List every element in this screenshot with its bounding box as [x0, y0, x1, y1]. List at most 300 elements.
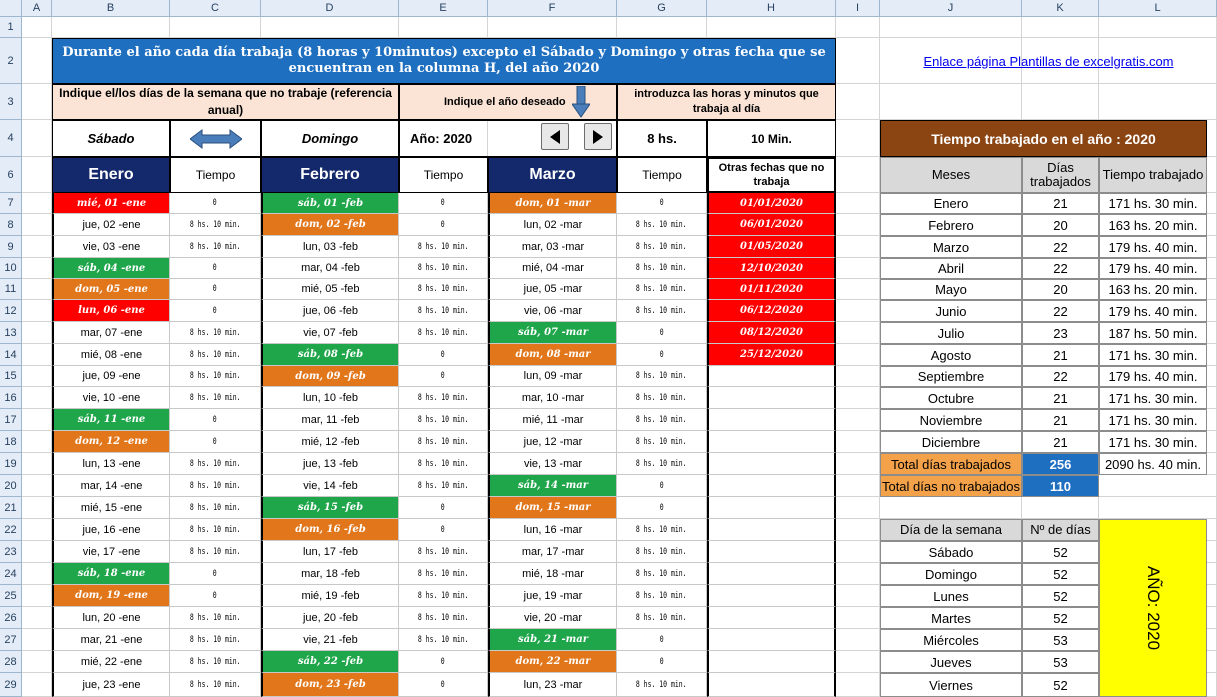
row-header-22[interactable]: 22 [0, 519, 22, 541]
time-cell-marzo[interactable] [617, 453, 707, 475]
cell[interactable] [22, 607, 52, 629]
time-value: 0 [659, 327, 664, 338]
row-header-17[interactable]: 17 [0, 409, 22, 431]
date-cell-enero[interactable]: vie, 03 -ene [52, 236, 170, 258]
time-cell-marzo[interactable] [617, 214, 707, 236]
date-cell-febrero[interactable]: mar, 11 -feb [261, 409, 399, 431]
row-header-8[interactable]: 8 [0, 214, 22, 236]
time-cell-enero[interactable] [170, 344, 261, 366]
cell[interactable] [22, 387, 52, 409]
time-cell-enero[interactable] [170, 519, 261, 541]
time-cell-enero[interactable] [170, 651, 261, 673]
date-cell-marzo[interactable]: mié, 04 -mar [488, 258, 617, 279]
cell[interactable] [22, 84, 52, 120]
otras-fecha-cell[interactable]: 06/01/2020 [707, 214, 836, 236]
date-cell-enero[interactable]: mié, 15 -ene [52, 497, 170, 519]
cell[interactable] [22, 651, 52, 673]
cell[interactable] [836, 84, 880, 120]
cell[interactable] [880, 497, 1022, 519]
date-cell-marzo[interactable]: dom, 01 -mar [488, 193, 617, 214]
cell[interactable] [836, 563, 880, 585]
column-header-h[interactable]: H [707, 0, 836, 17]
otras-fecha-cell[interactable]: 01/11/2020 [707, 279, 836, 300]
cell[interactable] [22, 453, 52, 475]
cell[interactable] [22, 344, 52, 366]
otras-fecha-cell[interactable] [707, 651, 836, 673]
date-cell-febrero[interactable]: dom, 02 -feb [261, 214, 399, 236]
row-header-4[interactable]: 4 [0, 120, 22, 157]
time-cell-marzo[interactable] [617, 409, 707, 431]
cell[interactable] [707, 17, 836, 38]
date-cell-marzo[interactable]: mar, 10 -mar [488, 387, 617, 409]
date-cell-marzo[interactable]: jue, 05 -mar [488, 279, 617, 300]
column-header-f[interactable]: F [488, 0, 617, 17]
time-cell-febrero[interactable] [399, 475, 488, 497]
cell[interactable] [836, 519, 880, 541]
cell[interactable] [836, 541, 880, 563]
row-header-24[interactable]: 24 [0, 563, 22, 585]
time-cell-enero[interactable] [170, 673, 261, 697]
cell[interactable] [22, 563, 52, 585]
time-cell-febrero[interactable] [399, 387, 488, 409]
cell[interactable] [22, 17, 52, 38]
cell[interactable] [836, 651, 880, 673]
cell[interactable] [22, 431, 52, 453]
date-cell-enero[interactable]: jue, 02 -ene [52, 214, 170, 236]
cell[interactable] [836, 673, 880, 697]
cell[interactable] [22, 519, 52, 541]
excelgratis-link[interactable]: Enlace página Plantillas de excelgratis.com [923, 53, 1174, 69]
time-cell-enero[interactable] [170, 279, 261, 300]
time-cell-marzo[interactable] [617, 258, 707, 279]
row-header-21[interactable]: 21 [0, 497, 22, 519]
cell[interactable] [880, 84, 1022, 120]
column-header-b[interactable]: B [52, 0, 170, 17]
otras-fecha-cell[interactable]: 12/10/2020 [707, 258, 836, 279]
row-header-28[interactable]: 28 [0, 651, 22, 673]
cell[interactable] [836, 366, 880, 387]
time-cell-febrero[interactable] [399, 541, 488, 563]
date-cell-marzo[interactable]: lun, 23 -mar [488, 673, 617, 697]
time-cell-enero[interactable] [170, 607, 261, 629]
column-header-e[interactable]: E [399, 0, 488, 17]
row-header-19[interactable]: 19 [0, 453, 22, 475]
time-cell-marzo[interactable] [617, 673, 707, 697]
time-cell-febrero[interactable] [399, 607, 488, 629]
otras-fecha-cell[interactable]: 08/12/2020 [707, 322, 836, 344]
date-cell-febrero[interactable]: sáb, 15 -feb [261, 497, 399, 519]
time-cell-marzo[interactable] [617, 322, 707, 344]
summary-days: 20 [1022, 214, 1099, 236]
date-cell-febrero[interactable]: sáb, 08 -feb [261, 344, 399, 366]
time-cell-enero[interactable] [170, 563, 261, 585]
otras-fecha-cell[interactable] [707, 629, 836, 651]
date-cell-marzo[interactable]: jue, 12 -mar [488, 431, 617, 453]
time-value: 8 hs. 10 min. [636, 241, 687, 252]
column-header-c[interactable]: C [170, 0, 261, 17]
time-cell-marzo[interactable] [617, 300, 707, 322]
date-cell-marzo[interactable]: vie, 20 -mar [488, 607, 617, 629]
date-cell-enero[interactable]: dom, 19 -ene [52, 585, 170, 607]
otras-fecha-cell[interactable]: 25/12/2020 [707, 344, 836, 366]
time-cell-enero[interactable] [170, 258, 261, 279]
cell[interactable] [22, 497, 52, 519]
cell[interactable] [836, 279, 880, 300]
time-cell-marzo[interactable] [617, 519, 707, 541]
date-cell-febrero[interactable]: sáb, 22 -feb [261, 651, 399, 673]
date-cell-febrero[interactable]: lun, 03 -feb [261, 236, 399, 258]
date-cell-marzo[interactable]: jue, 19 -mar [488, 585, 617, 607]
summary-time: 163 hs. 20 min. [1099, 279, 1207, 300]
date-cell-febrero[interactable]: vie, 21 -feb [261, 629, 399, 651]
cell[interactable] [399, 17, 488, 38]
cell[interactable] [22, 366, 52, 387]
row-header-12[interactable]: 12 [0, 300, 22, 322]
cell[interactable] [836, 120, 880, 157]
cell[interactable] [1099, 17, 1217, 38]
time-cell-marzo[interactable] [617, 541, 707, 563]
otras-fecha-cell[interactable] [707, 673, 836, 697]
time-cell-enero[interactable] [170, 409, 261, 431]
date-cell-marzo[interactable]: dom, 22 -mar [488, 651, 617, 673]
row-header-27[interactable]: 27 [0, 629, 22, 651]
time-cell-febrero[interactable] [399, 258, 488, 279]
date-cell-enero[interactable]: lun, 13 -ene [52, 453, 170, 475]
row-header-2[interactable]: 2 [0, 38, 22, 84]
cell[interactable] [1099, 475, 1217, 497]
summary-month: Diciembre [880, 431, 1022, 453]
date-cell-marzo[interactable]: vie, 13 -mar [488, 453, 617, 475]
time-cell-enero[interactable] [170, 300, 261, 322]
time-cell-enero[interactable] [170, 629, 261, 651]
date-cell-enero[interactable]: jue, 09 -ene [52, 366, 170, 387]
cell[interactable] [22, 673, 52, 697]
row-header-15[interactable]: 15 [0, 366, 22, 387]
cell[interactable] [836, 214, 880, 236]
time-cell-febrero[interactable] [399, 431, 488, 453]
date-cell-febrero[interactable]: jue, 13 -feb [261, 453, 399, 475]
time-cell-febrero[interactable] [399, 519, 488, 541]
time-cell-enero[interactable] [170, 236, 261, 258]
time-cell-marzo[interactable] [617, 431, 707, 453]
cell[interactable] [1099, 84, 1217, 120]
otras-fecha-cell[interactable] [707, 585, 836, 607]
column-header-j[interactable]: J [880, 0, 1022, 17]
row-header-10[interactable]: 10 [0, 258, 22, 279]
date-cell-enero[interactable]: dom, 12 -ene [52, 431, 170, 453]
date-cell-febrero[interactable]: mié, 19 -feb [261, 585, 399, 607]
otras-fecha-cell[interactable] [707, 387, 836, 409]
cell[interactable] [836, 453, 880, 475]
date-cell-febrero[interactable]: dom, 09 -feb [261, 366, 399, 387]
cell[interactable] [836, 607, 880, 629]
date-cell-febrero[interactable]: vie, 14 -feb [261, 475, 399, 497]
cell[interactable] [22, 322, 52, 344]
column-header-d[interactable]: D [261, 0, 399, 17]
column-header-g[interactable]: G [617, 0, 707, 17]
date-cell-enero[interactable]: lun, 20 -ene [52, 607, 170, 629]
date-cell-enero[interactable]: jue, 23 -ene [52, 673, 170, 697]
date-cell-enero[interactable]: mar, 07 -ene [52, 322, 170, 344]
time-cell-febrero[interactable] [399, 193, 488, 214]
time-cell-enero[interactable] [170, 475, 261, 497]
time-cell-marzo[interactable] [617, 344, 707, 366]
otras-fecha-cell[interactable] [707, 497, 836, 519]
cell[interactable] [836, 431, 880, 453]
cell[interactable] [836, 344, 880, 366]
date-cell-enero[interactable]: sáb, 18 -ene [52, 563, 170, 585]
cell[interactable] [836, 409, 880, 431]
row-header-25[interactable]: 25 [0, 585, 22, 607]
row-header-6[interactable]: 6 [0, 157, 22, 193]
time-value: 8 hs. 10 min. [636, 458, 687, 469]
otras-fecha-cell[interactable] [707, 431, 836, 453]
date-cell-marzo[interactable]: dom, 15 -mar [488, 497, 617, 519]
time-cell-enero[interactable] [170, 585, 261, 607]
row-header-13[interactable]: 13 [0, 322, 22, 344]
cell[interactable] [22, 120, 52, 157]
cell[interactable] [1022, 17, 1099, 38]
cell[interactable] [22, 541, 52, 563]
no-work-day-2[interactable]: Domingo [261, 120, 399, 157]
cell[interactable] [22, 409, 52, 431]
date-cell-marzo[interactable]: vie, 06 -mar [488, 300, 617, 322]
date-cell-enero[interactable]: mié, 22 -ene [52, 651, 170, 673]
date-cell-enero[interactable]: mié, 01 -ene [52, 193, 170, 214]
date-cell-febrero[interactable]: jue, 06 -feb [261, 300, 399, 322]
time-cell-enero[interactable] [170, 322, 261, 344]
otras-fecha-cell[interactable] [707, 475, 836, 497]
date-cell-marzo[interactable]: lun, 09 -mar [488, 366, 617, 387]
date-cell-marzo[interactable]: mar, 17 -mar [488, 541, 617, 563]
cell[interactable] [836, 236, 880, 258]
cell[interactable] [170, 17, 261, 38]
cell[interactable] [488, 17, 617, 38]
date-cell-marzo[interactable]: lun, 02 -mar [488, 214, 617, 236]
otras-fecha-cell[interactable] [707, 541, 836, 563]
cell[interactable] [836, 322, 880, 344]
cell[interactable] [22, 300, 52, 322]
year-increment-button[interactable] [584, 123, 612, 150]
time-value: 0 [659, 480, 664, 491]
select-all-corner[interactable] [0, 0, 22, 17]
time-cell-enero[interactable] [170, 541, 261, 563]
otras-fecha-cell[interactable]: 06/12/2020 [707, 300, 836, 322]
cell[interactable] [836, 193, 880, 214]
date-cell-febrero[interactable]: jue, 20 -feb [261, 607, 399, 629]
date-cell-enero[interactable]: mié, 08 -ene [52, 344, 170, 366]
cell[interactable] [836, 629, 880, 651]
date-cell-marzo[interactable]: mié, 11 -mar [488, 409, 617, 431]
time-cell-marzo[interactable] [617, 629, 707, 651]
date-cell-enero[interactable]: vie, 10 -ene [52, 387, 170, 409]
otras-fecha-cell[interactable] [707, 409, 836, 431]
time-cell-marzo[interactable] [617, 366, 707, 387]
otras-fecha-cell[interactable] [707, 563, 836, 585]
otras-fecha-cell[interactable] [707, 453, 836, 475]
date-cell-febrero[interactable]: mar, 04 -feb [261, 258, 399, 279]
time-cell-febrero[interactable] [399, 497, 488, 519]
time-value: 8 hs. 10 min. [417, 305, 469, 316]
time-cell-febrero[interactable] [399, 453, 488, 475]
time-cell-marzo[interactable] [617, 475, 707, 497]
date-cell-marzo[interactable]: sáb, 14 -mar [488, 475, 617, 497]
row-header-23[interactable]: 23 [0, 541, 22, 563]
date-cell-febrero[interactable]: lun, 17 -feb [261, 541, 399, 563]
cell[interactable] [1099, 497, 1217, 519]
time-cell-marzo[interactable] [617, 563, 707, 585]
time-cell-febrero[interactable] [399, 409, 488, 431]
cell[interactable] [22, 585, 52, 607]
cell[interactable] [22, 475, 52, 497]
time-cell-marzo[interactable] [617, 236, 707, 258]
time-cell-enero[interactable] [170, 431, 261, 453]
year-decrement-button[interactable] [541, 123, 569, 150]
time-cell-marzo[interactable] [617, 497, 707, 519]
cell[interactable] [836, 17, 880, 38]
date-cell-enero[interactable]: vie, 17 -ene [52, 541, 170, 563]
time-cell-marzo[interactable] [617, 193, 707, 214]
date-cell-febrero[interactable]: sáb, 01 -feb [261, 193, 399, 214]
minutes-value[interactable]: 10 Min. [707, 120, 836, 157]
row-header-29[interactable]: 29 [0, 673, 22, 697]
summary-header-dias: Días trabajados [1022, 157, 1099, 193]
double-arrow-icon[interactable] [190, 129, 242, 149]
date-cell-enero[interactable]: sáb, 04 -ene [52, 258, 170, 279]
column-header-l[interactable]: L [1099, 0, 1217, 17]
time-cell-febrero[interactable] [399, 236, 488, 258]
time-cell-marzo[interactable] [617, 387, 707, 409]
time-cell-enero[interactable] [170, 193, 261, 214]
otras-fecha-cell[interactable]: 01/01/2020 [707, 193, 836, 214]
time-cell-marzo[interactable] [617, 607, 707, 629]
cell[interactable] [261, 17, 399, 38]
time-cell-febrero[interactable] [399, 651, 488, 673]
time-cell-febrero[interactable] [399, 366, 488, 387]
row-header-20[interactable]: 20 [0, 475, 22, 497]
cell[interactable] [880, 17, 1022, 38]
date-cell-febrero[interactable]: mar, 18 -feb [261, 563, 399, 585]
row-header-1[interactable]: 1 [0, 17, 22, 38]
otras-fecha-cell[interactable] [707, 607, 836, 629]
cell[interactable] [52, 17, 170, 38]
date-cell-febrero[interactable]: lun, 10 -feb [261, 387, 399, 409]
cell[interactable] [22, 193, 52, 214]
no-work-day-1[interactable]: Sábado [52, 120, 170, 157]
time-cell-febrero[interactable] [399, 629, 488, 651]
cell[interactable] [836, 258, 880, 279]
hours-value[interactable]: 8 hs. [617, 120, 707, 157]
date-cell-enero[interactable]: dom, 05 -ene [52, 279, 170, 300]
row-header-18[interactable]: 18 [0, 431, 22, 453]
otras-fecha-cell[interactable] [707, 366, 836, 387]
cell[interactable] [1022, 84, 1099, 120]
otras-fecha-cell[interactable] [707, 519, 836, 541]
row-header-3[interactable]: 3 [0, 84, 22, 120]
row-header-26[interactable]: 26 [0, 607, 22, 629]
time-value: 8 hs. 10 min. [636, 263, 687, 273]
time-cell-marzo[interactable] [617, 585, 707, 607]
time-value: 8 hs. 10 min. [417, 241, 469, 252]
time-cell-enero[interactable] [170, 453, 261, 475]
cell[interactable] [836, 157, 880, 193]
row-header-9[interactable]: 9 [0, 236, 22, 258]
date-cell-marzo[interactable]: mar, 03 -mar [488, 236, 617, 258]
date-cell-enero[interactable]: sáb, 11 -ene [52, 409, 170, 431]
time-cell-febrero[interactable] [399, 300, 488, 322]
otras-fecha-cell[interactable]: 01/05/2020 [707, 236, 836, 258]
time-cell-febrero[interactable] [399, 322, 488, 344]
cell[interactable] [836, 38, 880, 84]
time-cell-enero[interactable] [170, 366, 261, 387]
time-cell-marzo[interactable] [617, 279, 707, 300]
date-cell-febrero[interactable]: dom, 16 -feb [261, 519, 399, 541]
cell[interactable] [22, 258, 52, 279]
year-value: Año: 2020 [410, 131, 473, 146]
date-cell-enero[interactable]: mar, 21 -ene [52, 629, 170, 651]
date-cell-marzo[interactable]: sáb, 07 -mar [488, 322, 617, 344]
column-header-a[interactable]: A [22, 0, 52, 17]
time-cell-febrero[interactable] [399, 673, 488, 697]
cell[interactable] [836, 497, 880, 519]
time-cell-enero[interactable] [170, 497, 261, 519]
cell[interactable] [1022, 497, 1099, 519]
date-cell-enero[interactable]: lun, 06 -ene [52, 300, 170, 322]
date-cell-marzo[interactable]: dom, 08 -mar [488, 344, 617, 366]
time-cell-enero[interactable] [170, 214, 261, 236]
cell[interactable] [836, 585, 880, 607]
date-cell-febrero[interactable]: dom, 23 -feb [261, 673, 399, 697]
row-header-11[interactable]: 11 [0, 279, 22, 300]
header-banner: Durante el año cada día trabaja (8 horas y 10minutos) excepto el Sábado y Domingo y otras fecha que se encuentran en la columna H, del año 2020 [52, 38, 836, 84]
date-cell-enero[interactable]: jue, 16 -ene [52, 519, 170, 541]
time-cell-febrero[interactable] [399, 563, 488, 585]
time-cell-febrero[interactable] [399, 344, 488, 366]
column-header-k[interactable]: K [1022, 0, 1099, 17]
time-cell-marzo[interactable] [617, 651, 707, 673]
cell[interactable] [22, 629, 52, 651]
cell[interactable] [836, 475, 880, 497]
cell[interactable] [22, 157, 52, 193]
time-cell-febrero[interactable] [399, 279, 488, 300]
row-header-14[interactable]: 14 [0, 344, 22, 366]
summary-time: 171 hs. 30 min. [1099, 344, 1207, 366]
weekday-count: 52 [1022, 585, 1099, 607]
cell[interactable] [836, 300, 880, 322]
date-cell-enero[interactable]: mar, 14 -ene [52, 475, 170, 497]
date-cell-febrero[interactable]: mié, 12 -feb [261, 431, 399, 453]
time-cell-febrero[interactable] [399, 214, 488, 236]
date-cell-marzo[interactable]: sáb, 21 -mar [488, 629, 617, 651]
column-header-i[interactable]: I [836, 0, 880, 17]
date-cell-febrero[interactable]: mié, 05 -feb [261, 279, 399, 300]
date-cell-febrero[interactable]: vie, 07 -feb [261, 322, 399, 344]
date-cell-marzo[interactable]: lun, 16 -mar [488, 519, 617, 541]
cell[interactable] [22, 214, 52, 236]
cell[interactable] [22, 279, 52, 300]
cell[interactable] [22, 236, 52, 258]
time-cell-enero[interactable] [170, 387, 261, 409]
cell[interactable] [22, 38, 52, 84]
row-header-16[interactable]: 16 [0, 387, 22, 409]
cell[interactable] [617, 17, 707, 38]
summary-header-tiempo: Tiempo trabajado [1099, 157, 1207, 193]
time-cell-febrero[interactable] [399, 585, 488, 607]
date-cell-marzo[interactable]: mié, 18 -mar [488, 563, 617, 585]
weekday-name: Sábado [880, 541, 1022, 563]
cell[interactable] [836, 387, 880, 409]
row-header-7[interactable]: 7 [0, 193, 22, 214]
